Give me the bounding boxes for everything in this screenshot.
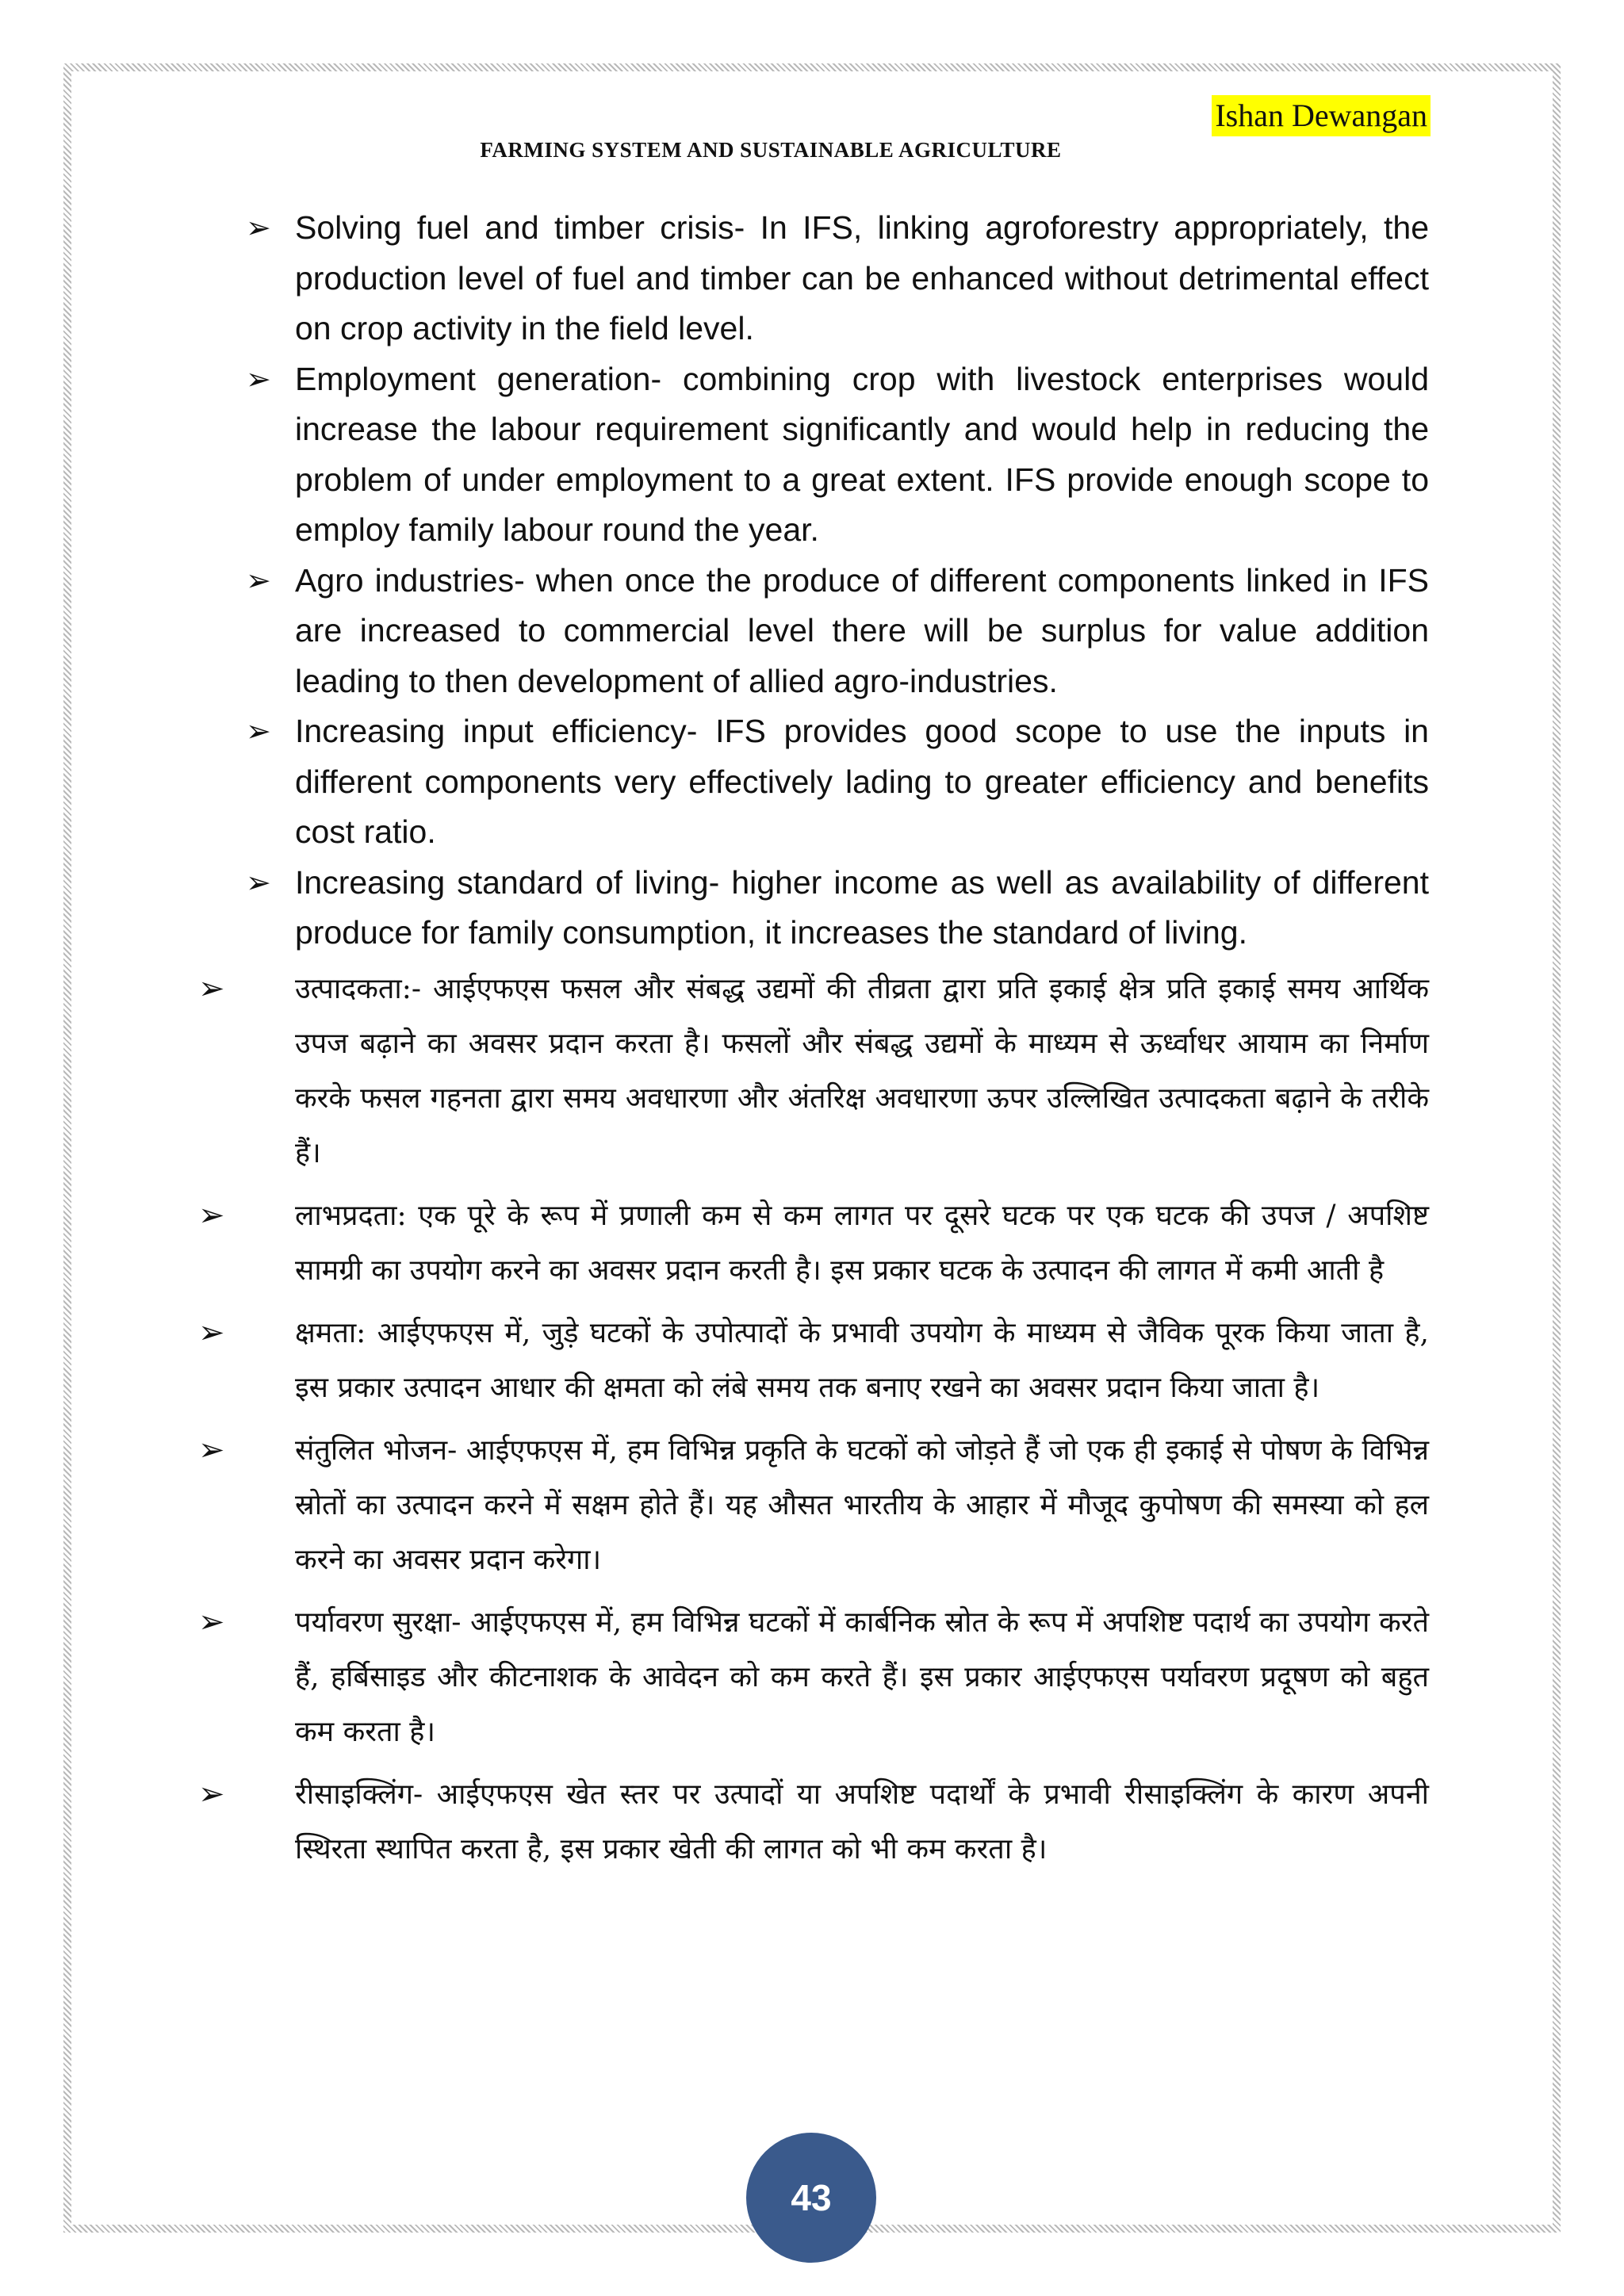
arrow-bullet-icon: ➢ — [198, 1314, 225, 1351]
hindi-point — [198, 962, 1429, 1181]
hindi-point-text: संतुलित भोजन- आईएफएस में, हम विभिन्न प्रकृति के घटकों को जोड़ते हैं जो एक ही इकाई से पोषण के विभिन्न स्रोतों का उत्पादन करने में सक्षम होते हैं। यह औसत भारतीय के आहार में मौजूद कुपोषण की समस्या को हल करने का अवसर प्रदान करेगा। — [295, 1433, 1429, 1576]
hindi-point — [198, 1188, 1429, 1298]
arrow-bullet-icon: ➢ — [198, 1603, 225, 1640]
arrow-bullet-icon: ➢ — [246, 210, 271, 245]
hindi-point — [198, 1423, 1429, 1587]
arrow-bullet-icon: ➢ — [198, 1196, 225, 1234]
english-point-text: Increasing standard of living- higher income as well as availability of different produce for family consumption, it increases the standard of living. — [295, 863, 1429, 951]
arrow-bullet-icon: ➢ — [198, 1775, 225, 1812]
english-point-text: Employment generation- combining crop with livestock enterprises would increase the labour requirement significantly and would help in reducing the problem of under employment to a great extent. IFS provide enough scope to employ family labour round the year. — [295, 360, 1429, 548]
english-point-text: Agro industries- when once the produce of different components linked in IFS are increased to commercial level there will be surplus for value addition leading to then development of allied agro-industries. — [295, 561, 1429, 699]
hindi-point — [198, 1595, 1429, 1759]
english-point — [246, 706, 1429, 858]
english-point — [246, 858, 1429, 959]
book-title: FARMING SYSTEM AND SUSTAINABLE AGRICULTURE — [480, 138, 1062, 162]
arrow-bullet-icon: ➢ — [246, 864, 271, 900]
author-name: Ishan Dewangan — [1212, 95, 1431, 136]
hindi-point-text: क्षमता: आईएफएस में, जुड़े घटकों के उपोत्पादों के प्रभावी उपयोग के माध्यम से जैविक पूरक किया जाता है, इस प्रकार उत्पादन आधार की क्षमता को लंबे समय तक बनाए रखने का अवसर प्रदान किया जाता है। — [295, 1316, 1429, 1404]
hindi-point-text: पर्यावरण सुरक्षा- आईएफएस में, हम विभिन्न घटकों में कार्बनिक स्रोत के रूप में अपशिष्ट पदार्थ का उपयोग करते हैं, हर्बिसाइड और कीटनाशक के आवेदन को कम करते हैं। इस प्रकार आईएफएस पर्यावरण प्रदूषण को बहुत कम करता है। — [295, 1605, 1429, 1748]
english-point-text: Solving fuel and timber crisis- In IFS, linking agroforestry appropriately, the production level of fuel and timber can be enhanced without detrimental effect on crop activity in the field level. — [295, 209, 1429, 346]
arrow-bullet-icon: ➢ — [246, 562, 271, 598]
hindi-point — [198, 1306, 1429, 1415]
page-content — [0, 203, 1624, 1877]
hindi-point-text: उत्पादकता:- आईएफएस फसल और संबद्ध उद्यमों की तीव्रता द्वारा प्रति इकाई क्षेत्र प्रति इकाई समय आर्थिक उपज बढ़ाने का अवसर प्रदान करता है। फसलों और संबद्ध उद्यमों के माध्यम से ऊर्ध्वाधर आयाम का निर्माण करके फसल गहनता द्वारा समय अवधारणा और अंतरिक्ष अवधारणा ऊपर उल्लिखित उत्पादकता बढ़ाने के तरीके हैं। — [295, 972, 1429, 1169]
hindi-point-text: रीसाइक्लिंग- आईएफएस खेत स्तर पर उत्पादों या अपशिष्ट पदार्थों के प्रभावी रीसाइक्लिंग के कारण अपनी स्थिरता स्थापित करता है, इस प्रकार खेती की लागत को भी कम करता है। — [295, 1777, 1429, 1866]
arrow-bullet-icon: ➢ — [246, 361, 271, 396]
hindi-point-text: लाभप्रदता: एक पूरे के रूप में प्रणाली कम से कम लागत पर दूसरे घटक पर एक घटक की उपज / अपशिष्ट सामग्री का उपयोग करने का अवसर प्रदान करती है। इस प्रकार घटक के उत्पादन की लागत में कमी आती है — [295, 1199, 1429, 1287]
english-point — [246, 203, 1429, 354]
arrow-bullet-icon: ➢ — [246, 714, 271, 748]
hindi-point — [198, 1767, 1429, 1877]
arrow-bullet-icon: ➢ — [198, 970, 225, 1007]
arrow-bullet-icon: ➢ — [198, 1431, 225, 1468]
english-point — [246, 354, 1429, 556]
english-point — [246, 556, 1429, 707]
page-number-badge: 43 — [746, 2133, 876, 2263]
english-point-text: Increasing input efficiency- IFS provides good scope to use the inputs in different components very effectively lading to greater efficiency and benefits cost ratio. — [295, 713, 1429, 850]
